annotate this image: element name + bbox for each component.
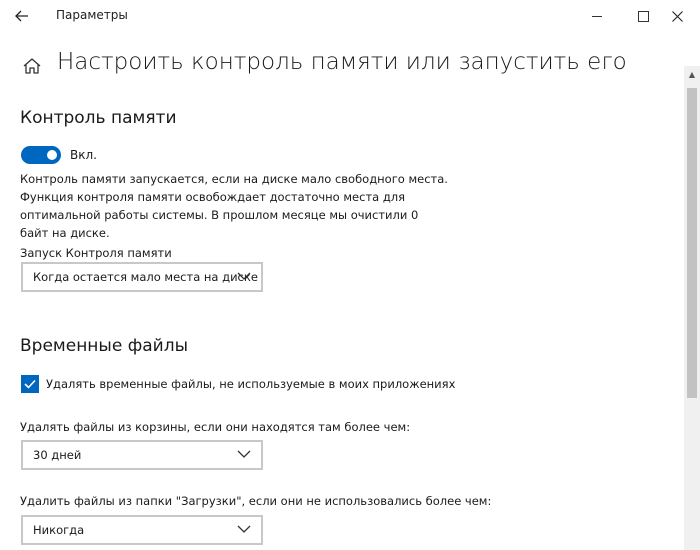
page-title: Настроить контроль памяти или запустить его bbox=[57, 49, 627, 75]
home-icon[interactable] bbox=[22, 56, 42, 76]
chevron-down-icon bbox=[237, 524, 251, 534]
scroll-up-arrow-icon[interactable]: ▲ bbox=[688, 69, 696, 79]
maximize-icon bbox=[638, 11, 649, 22]
title-bar bbox=[0, 0, 700, 32]
minimize-button[interactable] bbox=[574, 0, 620, 32]
dropdown-value: Когда остается мало места на диске bbox=[33, 270, 258, 284]
scrollbar[interactable] bbox=[684, 66, 700, 550]
description-line-4: байт на диске. bbox=[20, 226, 110, 240]
storage-sense-heading: Контроль памяти bbox=[20, 108, 177, 128]
delete-temp-files-label: Удалять временные файлы, не используемые в моих приложениях bbox=[46, 377, 456, 391]
description-line-1: Контроль памяти запускается, если на диске мало свободного места. bbox=[20, 172, 448, 186]
temp-files-heading: Временные файлы bbox=[20, 336, 188, 356]
scrollbar-thumb[interactable] bbox=[687, 88, 697, 398]
run-storage-sense-dropdown[interactable] bbox=[21, 262, 263, 292]
description-line-2: Функция контроля памяти освобождает достаточно места для bbox=[20, 190, 406, 204]
dropdown-value: 30 дней bbox=[33, 448, 82, 462]
storage-sense-toggle[interactable] bbox=[21, 146, 61, 164]
chevron-down-icon bbox=[237, 449, 251, 459]
checkmark-icon bbox=[24, 379, 36, 389]
downloads-dropdown[interactable] bbox=[21, 515, 263, 545]
toggle-label: Вкл. bbox=[70, 148, 97, 162]
chevron-down-icon bbox=[237, 271, 251, 281]
close-button[interactable] bbox=[654, 0, 700, 32]
downloads-label: Удалить файлы из папки "Загрузки", если они не использовались более чем: bbox=[20, 494, 492, 508]
delete-temp-files-checkbox[interactable] bbox=[21, 375, 39, 393]
dropdown-value: Никогда bbox=[33, 523, 85, 537]
arrow-left-icon bbox=[15, 10, 29, 22]
toggle-knob bbox=[47, 150, 57, 160]
close-icon bbox=[672, 11, 683, 22]
recycle-bin-dropdown[interactable] bbox=[21, 440, 263, 470]
app-title: Параметры bbox=[56, 8, 128, 22]
back-button[interactable] bbox=[8, 2, 36, 30]
description-line-3: оптимальной работы системы. В прошлом месяце мы очистили 0 bbox=[20, 208, 419, 222]
minimize-icon bbox=[592, 16, 602, 17]
run-storage-sense-label: Запуск Контроля памяти bbox=[20, 246, 172, 260]
recycle-bin-label: Удалять файлы из корзины, если они находятся там более чем: bbox=[20, 420, 411, 434]
